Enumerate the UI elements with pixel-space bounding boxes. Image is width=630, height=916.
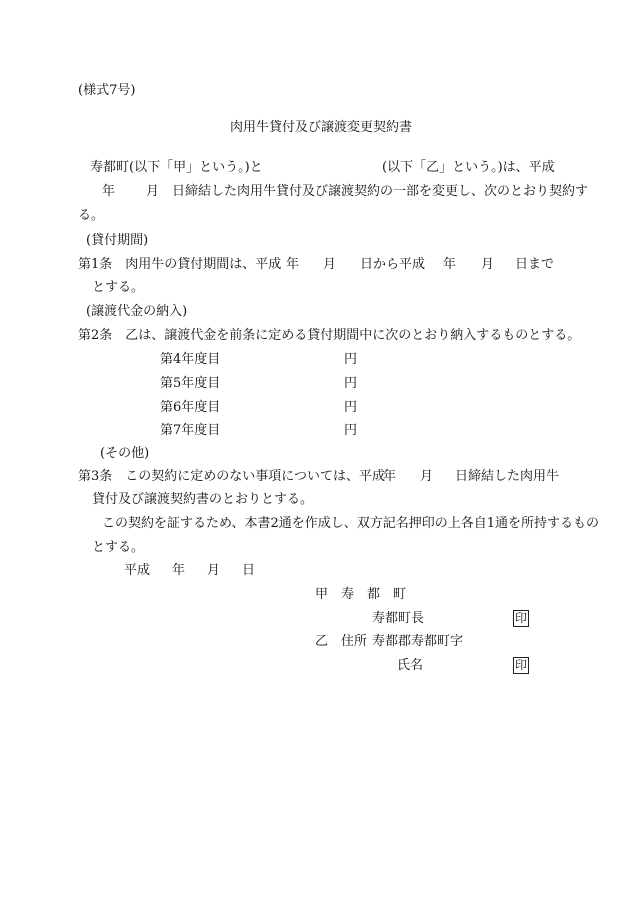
installment-label: 第6年度目 xyxy=(160,400,221,415)
article1-line1: 第1条 肉用牛の貸付期間は、平成 xyxy=(78,257,282,272)
installment-unit: 円 xyxy=(344,400,358,415)
party-a-label: 甲 寿 都 町 xyxy=(315,587,407,602)
date-month: 月 xyxy=(207,563,221,578)
date-era: 平成 xyxy=(124,563,151,578)
installment-label: 第7年度目 xyxy=(160,423,221,438)
name-label: 氏名 xyxy=(397,658,424,673)
date-year: 年 xyxy=(172,563,186,578)
closing-line2: とする。 xyxy=(92,540,145,555)
article3-month: 月 xyxy=(420,469,434,484)
preamble-year: 年 xyxy=(102,184,116,199)
preamble-line2: 日締結した肉用牛貸付及び譲渡契約の一部を変更し、次のとおり契約す xyxy=(172,184,589,199)
installment-unit: 円 xyxy=(344,423,358,438)
article3-year: 年 xyxy=(383,469,397,484)
article2-heading: (譲渡代金の納入) xyxy=(86,304,188,319)
article3-heading: (その他) xyxy=(100,446,150,461)
article1-line2: とする。 xyxy=(92,280,145,295)
article2-text: 第2条 乙は、譲渡代金を前条に定める貸付期間中に次のとおり納入するものとする。 xyxy=(78,328,581,343)
installment-unit: 円 xyxy=(344,352,358,367)
article3-line2: 貸付及び譲渡契約書のとおりとする。 xyxy=(92,492,314,507)
article1-day-from: 日から平成 xyxy=(360,257,426,272)
closing-line1: この契約を証するため、本書2通を作成し、双方記名押印の上各自1通を所持するもの xyxy=(102,516,600,531)
party-b-label: 乙 住所 xyxy=(315,634,368,649)
seal-box: 印 xyxy=(514,658,527,672)
mayor-label: 寿都町長 xyxy=(372,611,425,626)
article3-line1: 第3条 この契約に定めのない事項については、平成 xyxy=(78,469,386,484)
date-day: 日 xyxy=(242,563,256,578)
preamble-party-b: (以下「乙」という。)は、平成 xyxy=(382,160,555,175)
seal-box: 印 xyxy=(514,611,527,625)
preamble-line3: る。 xyxy=(78,208,105,223)
preamble-party-a: 寿都町(以下「甲」という。)と xyxy=(90,160,263,175)
article3-line1-rest: 日締結した肉用牛 xyxy=(455,469,560,484)
article1-month1: 月 xyxy=(323,257,337,272)
installment-label: 第5年度目 xyxy=(160,376,221,391)
article1-month2: 月 xyxy=(481,257,495,272)
article1-year1: 年 xyxy=(286,257,300,272)
party-b-address: 寿都郡寿都町字 xyxy=(372,634,464,649)
form-number: (様式7号) xyxy=(78,83,136,98)
installment-unit: 円 xyxy=(344,376,358,391)
article1-year2: 年 xyxy=(443,257,457,272)
preamble-month: 月 xyxy=(146,184,160,199)
installment-label: 第4年度目 xyxy=(160,352,221,367)
article1-day-until: 日まで xyxy=(515,257,555,272)
document-title: 肉用牛貸付及び譲渡変更契約書 xyxy=(230,120,413,135)
article1-heading: (貸付期間) xyxy=(86,233,149,248)
